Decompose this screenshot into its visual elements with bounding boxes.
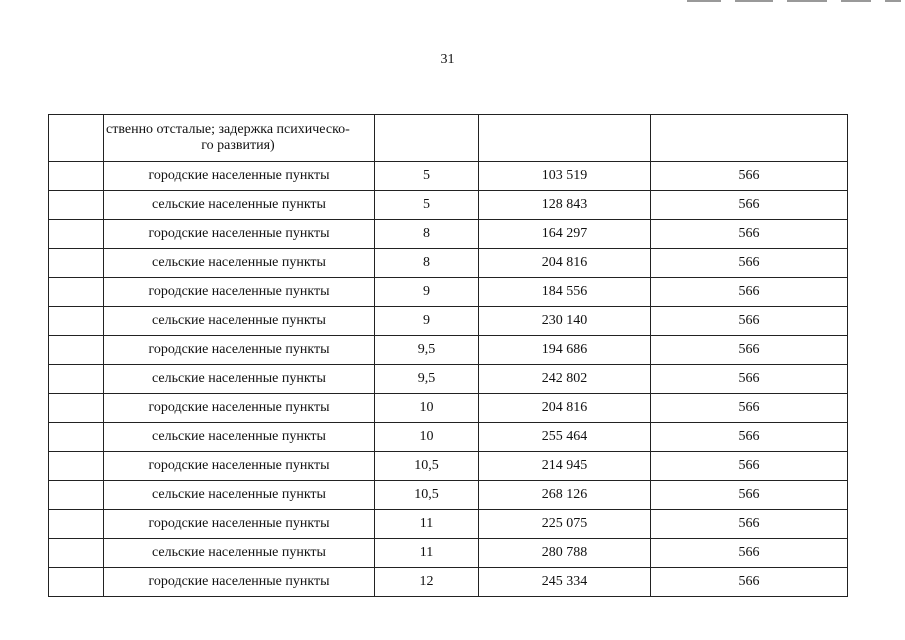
amount-cell: 255 464 [479, 423, 651, 452]
table-row [49, 249, 848, 278]
settlement-type-cell: сельские населенные пункты [104, 539, 375, 568]
table-row [49, 191, 848, 220]
scan-header-marks [687, 0, 901, 3]
hours-cell: 5 [375, 191, 479, 220]
hours-cell: 5 [375, 162, 479, 191]
code-cell: 566 [651, 365, 848, 394]
amount-cell: 204 816 [479, 249, 651, 278]
table-cell-empty [49, 278, 104, 307]
amount-cell: 128 843 [479, 191, 651, 220]
table-body [49, 115, 848, 597]
code-cell: 566 [651, 278, 848, 307]
code-cell: 566 [651, 307, 848, 336]
hours-cell: 10 [375, 423, 479, 452]
table-row [49, 278, 848, 307]
table-row [49, 336, 848, 365]
table-cell-empty [49, 423, 104, 452]
table-row [49, 510, 848, 539]
amount-cell: 204 816 [479, 394, 651, 423]
code-cell: 566 [651, 336, 848, 365]
amount-cell: 245 334 [479, 568, 651, 597]
table-cell-empty [49, 307, 104, 336]
hours-cell: 11 [375, 539, 479, 568]
settlement-type-cell: сельские населенные пункты [104, 423, 375, 452]
table-cell-empty [49, 365, 104, 394]
hours-cell: 8 [375, 249, 479, 278]
page-number: 31 [440, 52, 455, 67]
code-cell: 566 [651, 394, 848, 423]
code-cell: 566 [651, 539, 848, 568]
hours-cell: 8 [375, 220, 479, 249]
amount-cell: 214 945 [479, 452, 651, 481]
table-cell-empty [49, 191, 104, 220]
table-cell-empty [49, 336, 104, 365]
hours-cell: 9,5 [375, 336, 479, 365]
table-row [49, 394, 848, 423]
settlement-type-cell: городские населенные пункты [104, 394, 375, 423]
table-row [49, 365, 848, 394]
amount-cell: 268 126 [479, 481, 651, 510]
table-cell-empty [49, 481, 104, 510]
continuation-text [104, 115, 375, 162]
table-cell-empty [651, 115, 848, 162]
table-row-continuation [49, 115, 848, 162]
hours-cell: 9 [375, 278, 479, 307]
code-cell: 566 [651, 191, 848, 220]
code-cell: 566 [651, 481, 848, 510]
continuation-text-line1: ственно отсталые; задержка психическо- [106, 122, 350, 137]
table-cell-empty [49, 510, 104, 539]
table-row [49, 481, 848, 510]
table-row [49, 220, 848, 249]
amount-cell: 103 519 [479, 162, 651, 191]
code-cell: 566 [651, 423, 848, 452]
settlement-type-cell: сельские населенные пункты [104, 191, 375, 220]
settlement-type-cell: городские населенные пункты [104, 162, 375, 191]
settlement-type-cell: городские населенные пункты [104, 278, 375, 307]
hours-cell: 10,5 [375, 481, 479, 510]
code-cell: 566 [651, 510, 848, 539]
settlement-type-cell: городские населенные пункты [104, 220, 375, 249]
table-row [49, 568, 848, 597]
table-cell-empty [49, 539, 104, 568]
table-row [49, 539, 848, 568]
amount-cell: 164 297 [479, 220, 651, 249]
settlement-type-cell: городские населенные пункты [104, 336, 375, 365]
table-row [49, 452, 848, 481]
hours-cell: 12 [375, 568, 479, 597]
settlement-type-cell: городские населенные пункты [104, 568, 375, 597]
table-cell-empty [49, 249, 104, 278]
hours-cell: 10 [375, 394, 479, 423]
amount-cell: 280 788 [479, 539, 651, 568]
settlement-type-cell: сельские населенные пункты [104, 481, 375, 510]
code-cell: 566 [651, 162, 848, 191]
table-cell-empty [49, 568, 104, 597]
hours-cell: 9,5 [375, 365, 479, 394]
table-cell-empty [49, 452, 104, 481]
table-cell-empty [49, 220, 104, 249]
table-row [49, 423, 848, 452]
amount-cell: 225 075 [479, 510, 651, 539]
amount-cell: 230 140 [479, 307, 651, 336]
table-cell-empty [49, 394, 104, 423]
table-row [49, 307, 848, 336]
table-cell-empty [49, 162, 104, 191]
settlement-type-cell: городские населенные пункты [104, 452, 375, 481]
amount-cell: 194 686 [479, 336, 651, 365]
settlement-type-cell: сельские населенные пункты [104, 307, 375, 336]
amount-cell: 242 802 [479, 365, 651, 394]
code-cell: 566 [651, 568, 848, 597]
settlement-type-cell: городские населенные пункты [104, 510, 375, 539]
table-row [49, 162, 848, 191]
table-cell-empty [479, 115, 651, 162]
code-cell: 566 [651, 452, 848, 481]
hours-cell: 10,5 [375, 452, 479, 481]
hours-cell: 11 [375, 510, 479, 539]
hours-cell: 9 [375, 307, 479, 336]
settlement-type-cell: сельские населенные пункты [104, 365, 375, 394]
continuation-text-line2: го развития) [201, 138, 275, 153]
table-cell-empty [375, 115, 479, 162]
tariff-table [48, 114, 848, 597]
amount-cell: 184 556 [479, 278, 651, 307]
code-cell: 566 [651, 249, 848, 278]
table-cell-empty [49, 115, 104, 162]
code-cell: 566 [651, 220, 848, 249]
settlement-type-cell: сельские населенные пункты [104, 249, 375, 278]
